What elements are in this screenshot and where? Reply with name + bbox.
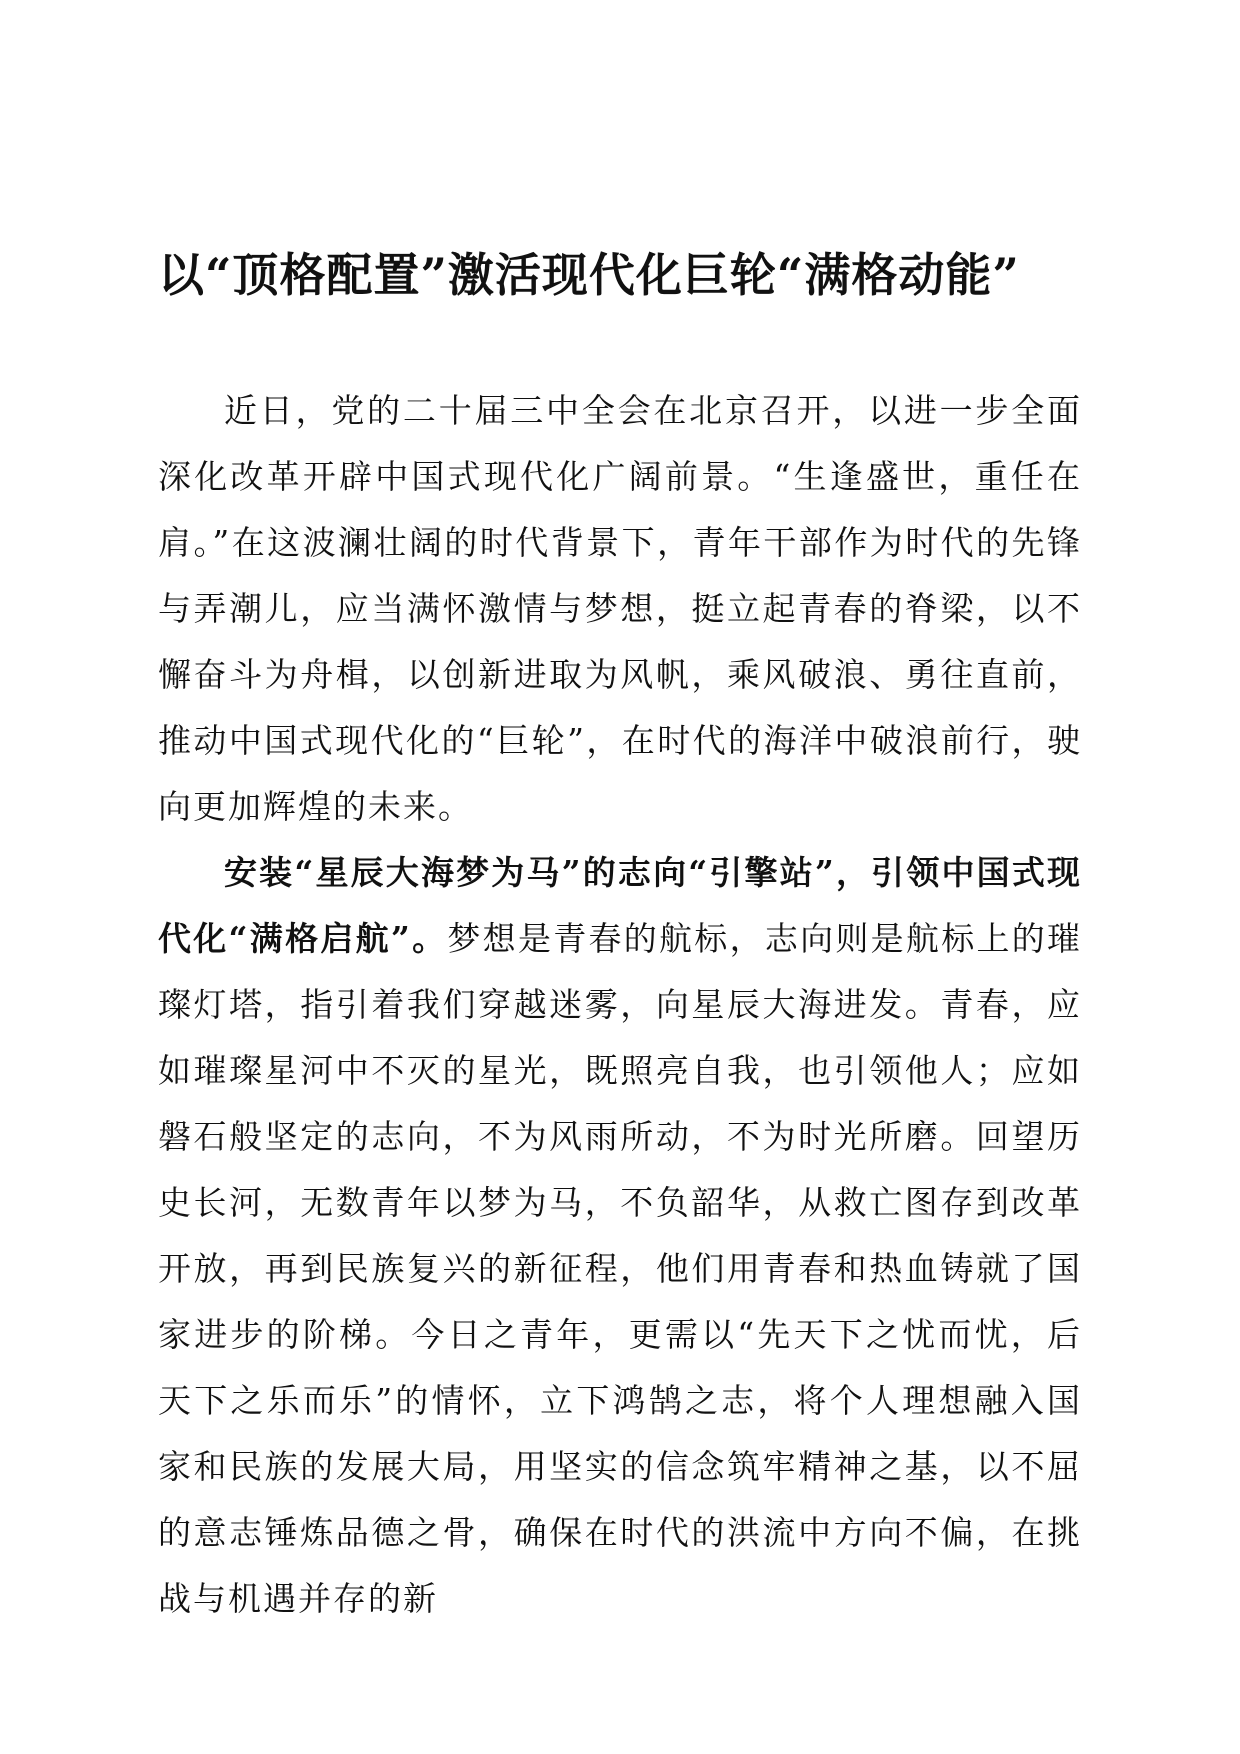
paragraph-2-text: 梦想是青春的航标，志向则是航标上的璀璨灯塔，指引着我们穿越迷雾，向星辰大海进发。青春，应如璀璨星河中不灭的星光，既照亮自我，也引领他人；应如磐石般坚定的志向，不为风雨所动，不为时光所磨。回望历史长河，无数青年以梦为马，不负韶华，从救亡图存到改革开放，再到民族复兴的新征程，他们用青春和热血铸就了国家进步的阶梯。今日之青年，更需以“先天下之忧而忧，后天下之乐而乐”的情怀，立下鸿鹄之志，将个人理想融入国家和民族的发展大局，用坚实的信念筑牢精神之基，以不屈的意志锤炼品德之骨，确保在时代的洪流中方向不偏，在挑战与机遇并存的新 — [158, 919, 1083, 1618]
paragraph-2-lead: 安装“星辰大海梦为马”的志向“引擎站”，引领中国式现代化“满格启航”。 — [158, 853, 1082, 958]
paragraph-2 — [158, 840, 1082, 1632]
paragraph-1-text: 近日，党的二十届三中全会在北京召开，以进一步全面深化改革开辟中国式现代化广阔前景。“生逢盛世，重任在肩。”在这波澜壮阔的时代背景下，青年干部作为时代的先锋与弄潮儿，应当满怀激情与梦想，挺立起青春的脊梁，以不懈奋斗为舟楫，以创新进取为风帆，乘风破浪、勇往直前，推动中国式现代化的“巨轮”，在时代的海洋中破浪前行，驶向更加辉煌的未来。 — [158, 391, 1082, 826]
document-body — [158, 378, 1082, 1632]
document-title: 以“顶格配置”激活现代化巨轮“满格动能” — [158, 248, 1020, 302]
paragraph-1 — [158, 378, 1082, 840]
